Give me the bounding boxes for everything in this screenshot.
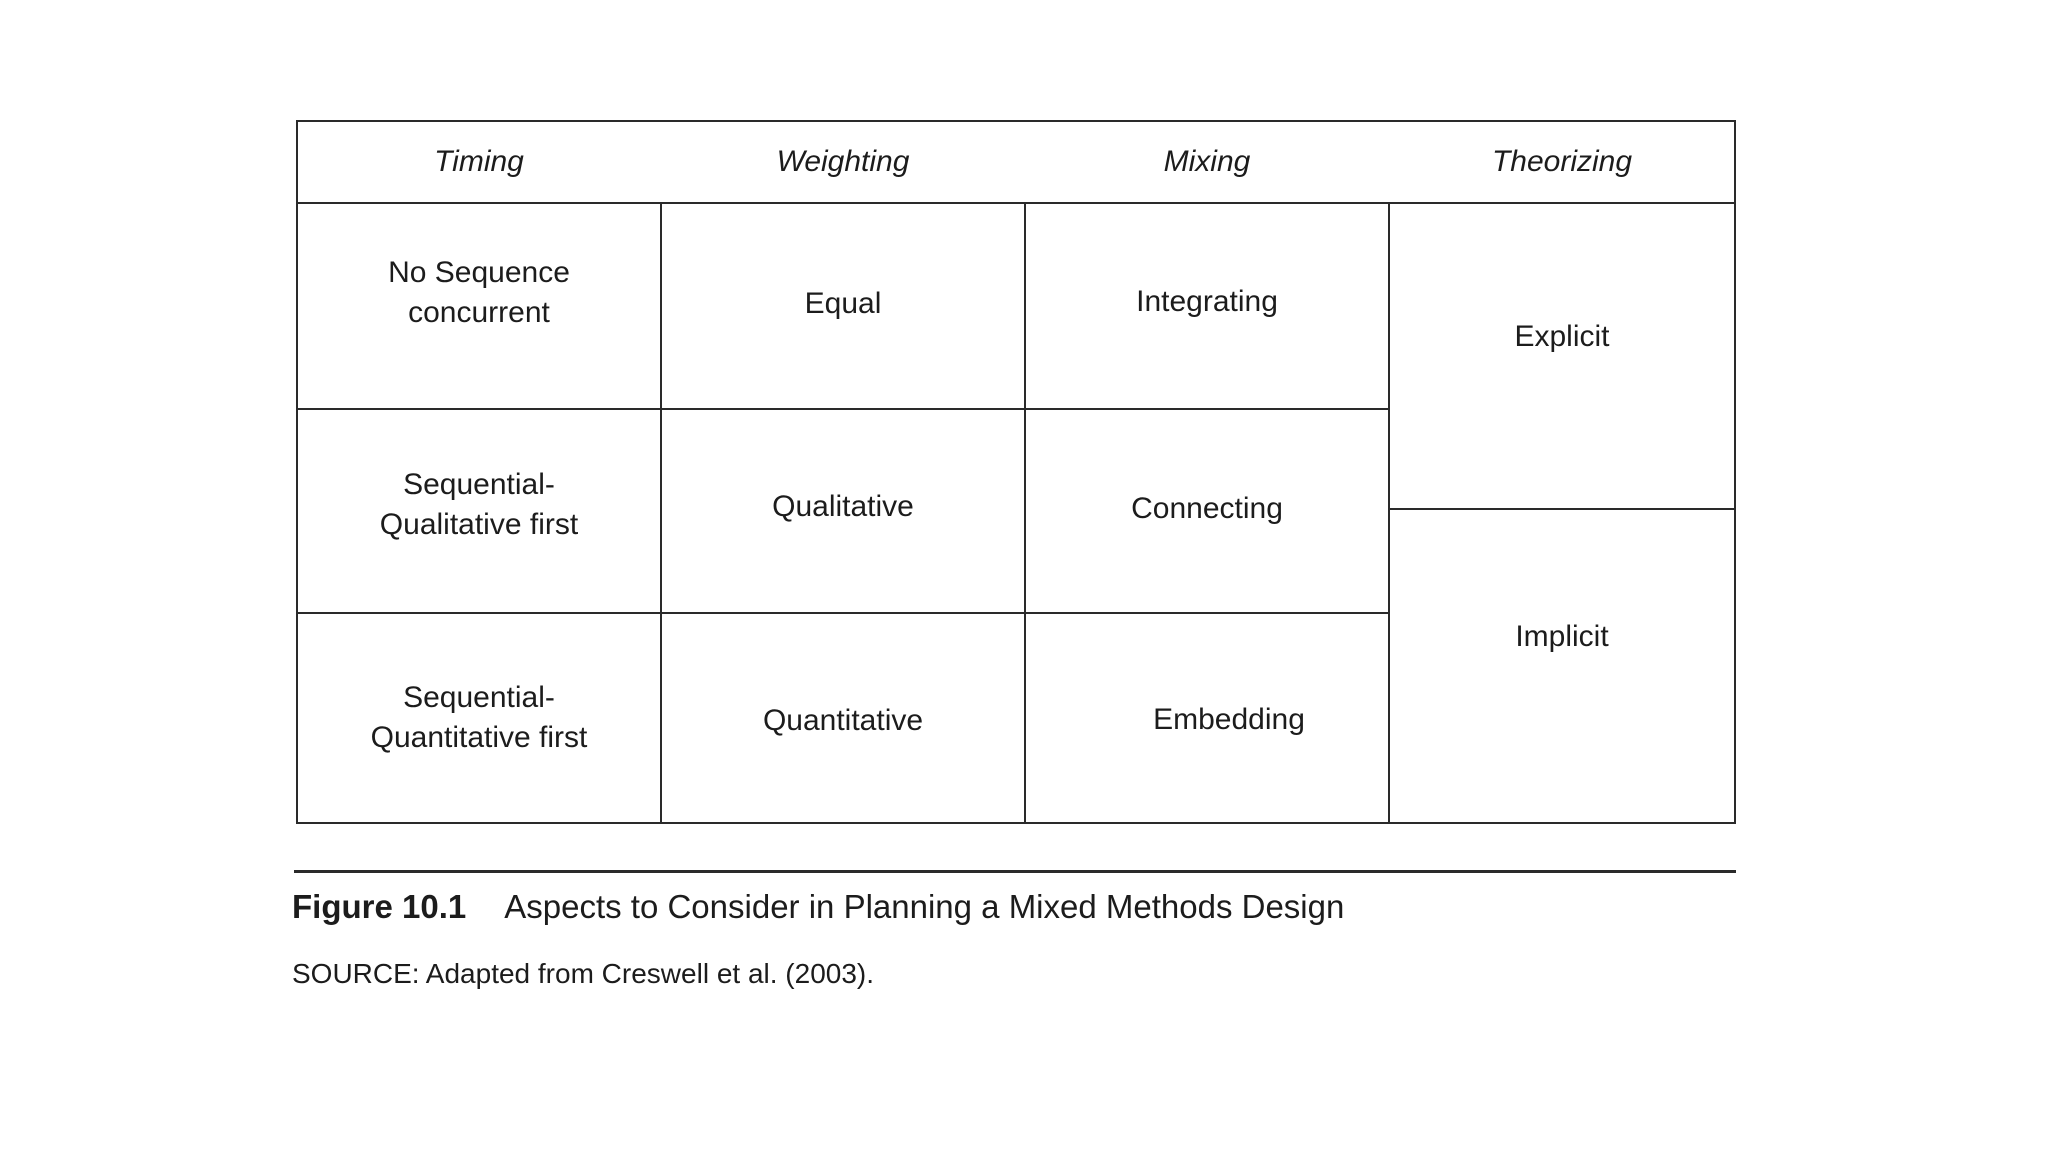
cell-theorizing-explicit: Explicit <box>1514 320 1610 353</box>
cell-weighting-equal: Equal <box>804 287 882 320</box>
cell-timing-qualitative-first: Sequential- Qualitative first <box>379 468 579 541</box>
header-weighting: Weighting <box>776 145 910 178</box>
figure-number: Figure 10.1 <box>292 888 467 925</box>
cell-timing-quantitative-first: Sequential- Quantitative first <box>370 681 588 754</box>
figure-source: SOURCE: Adapted from Creswell et al. (2003). <box>292 958 875 989</box>
header-theorizing: Theorizing <box>1491 145 1633 178</box>
header-timing: Timing <box>434 145 524 178</box>
cell-weighting-qualitative: Qualitative <box>772 490 914 523</box>
figure-title: Aspects to Consider in Planning a Mixed Methods Design <box>504 888 1345 925</box>
header-mixing: Mixing <box>1163 145 1251 178</box>
cell-weighting-quantitative: Quantitative <box>762 704 924 737</box>
cell-timing-concurrent: No Sequence concurrent <box>388 256 570 329</box>
cell-theorizing-implicit: Implicit <box>1515 620 1609 653</box>
figure-caption <box>292 888 1344 926</box>
cell-mixing-connecting: Connecting <box>1131 492 1283 525</box>
table-header-row <box>298 122 1734 204</box>
cell-mixing-integrating: Integrating <box>1136 285 1278 318</box>
cell-mixing-embedding: Embedding <box>1153 703 1305 736</box>
mixed-methods-aspects-table <box>296 120 1736 824</box>
caption-rule <box>294 870 1736 873</box>
